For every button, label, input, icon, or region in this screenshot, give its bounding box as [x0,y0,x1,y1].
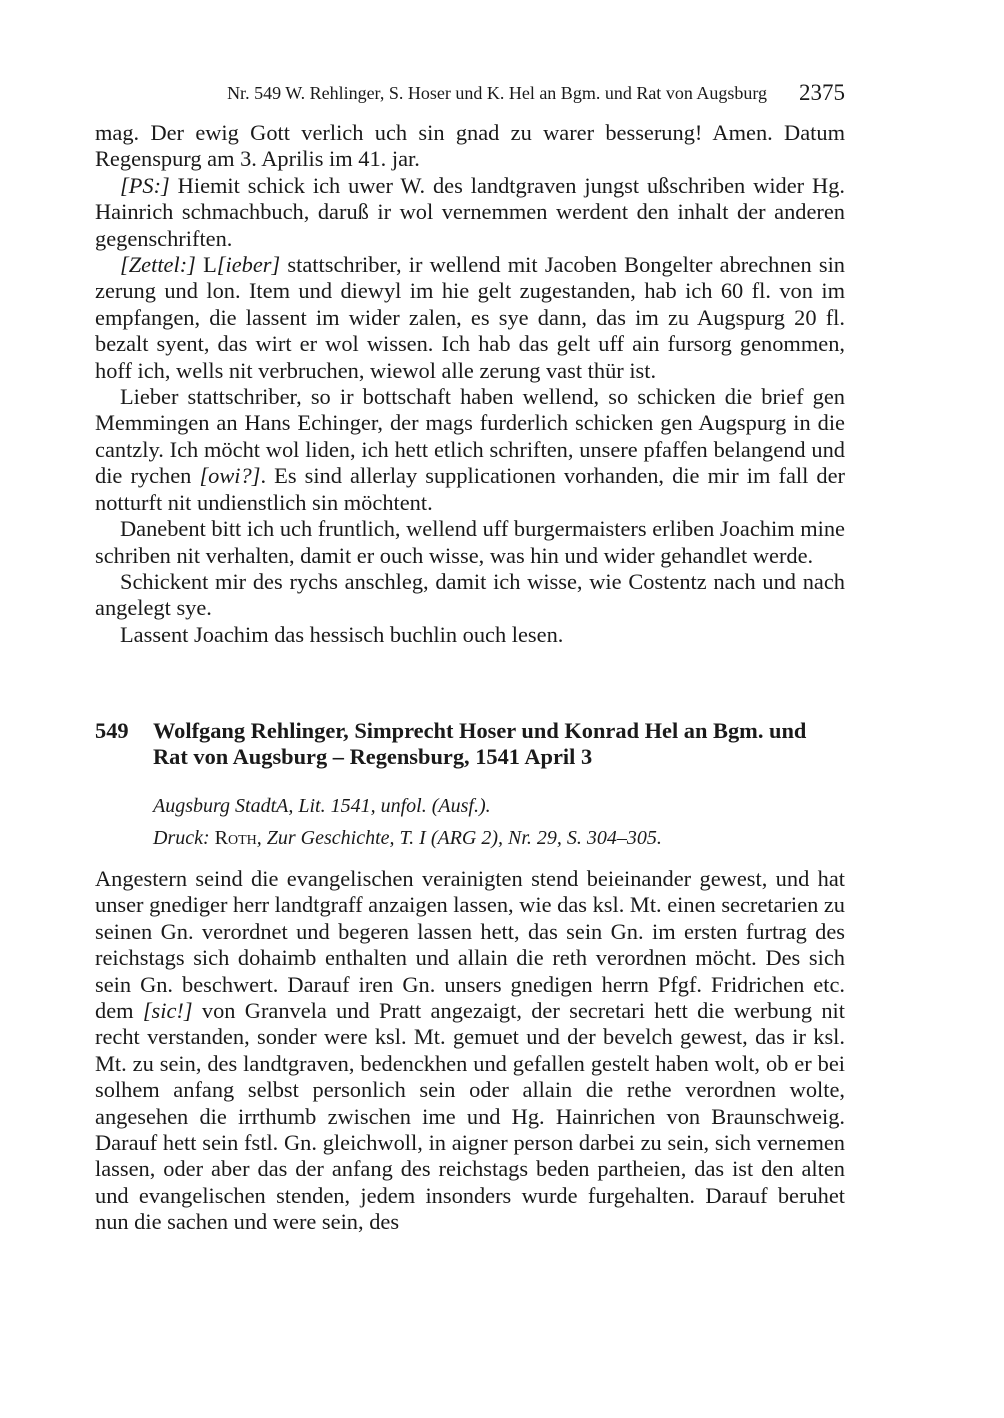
document-heading [95,718,845,771]
body-text-a: Angestern seind die evangelischen verainigten stend beieinander gewest, und hat unser gnediger herr landtgraff anzaigen lassen, wie das ksl. Mt. einen secretarien zu seinen Gn. verordnet und begeren lassen hett, das sein Gn. im ersten furtrag des reichstags sich dohaimb enthalten und allain die reth verordnen möcht. Des sich sein Gn. beschwert. Darauf iren Gn. unsers gnedigen herrn Pfgf. Fridrichen etc. dem [95,866,845,1024]
zettel-expansion: [ieber] [216,252,281,278]
paragraph-bottschaft [95,384,845,516]
document-paragraph [95,866,845,1236]
zettel-initial: L [195,252,217,278]
zettel-text: stattschriber, ir wellend mit Jacoben Bongelter abrechnen sin zerung und lon. Item und diewyl im hie gelt zugestanden, hab ich 60 fl. von im empfangen, die lassent im wider zalen, es sye dann, das im zu Augspurg 20 fl. bezalt syent, das wirt er wol wissen. Ich hab das gelt uff ain fursorg genommen, hoff ich, wells nit verbruchen, wiewol alle zerung vast thür ist. [95,252,845,383]
body-text-b: von Granvela und Pratt angezaigt, der secretari hett die werbung nit recht verstanden, sonder were ksl. Mt. gemuet und der bevelch gewest, das ir ksl. Mt. zu sein, des landtgraven, bedenckhen und gefallen gestelt haben wolt, ob er bei solhem anfang selbst personlich sein oder allain die rethe verordnen wolte, angesehen die irrthumb zwischen ime und Hg. Hainrichen von Braunschweig. Darauf hett sein fstl. Gn. gleichwoll, in aigner person darbei zu sein, sich vernemen lassen, oder aber das der anfang des reichstags beden partheien, das ist den alten und evangelischen stenden, jedem insonders wurde furgehalten. Darauf beruhet nun die sachen und were sein, des [95,998,845,1235]
source-references [153,790,845,854]
document-body [95,866,845,1236]
print-ref: , Zur Geschichte, T. I (ARG 2), Nr. 29, S. 304–305. [256,827,662,849]
page-number: 2375 [799,80,845,105]
paragraph-closing: mag. Der ewig Gott verlich uch sin gnad zu warer besserung! Amen. Datum Regenspurg am 3. Aprilis im 41. jar. [95,120,845,172]
p4-text-a: Lieber stattschriber, so ir bottschaft haben wellend, so schicken die brief gen Memmingen an Hans Echinger, der mags furderlich schicken gen Augspurg in die cantzly. Ich möcht wol liden, ich hett etlich schriften, unsere pfaffen belangend und die rychen [95,384,845,489]
paragraph-buchlin: Lassent Joachim das hessisch buchlin ouch lesen. [120,621,564,647]
p4-text-b: . Es sind allerlay supplicationen vorhanden, die mir im fall der notturft nit undienstlich sin möchtent. [95,463,846,515]
paragraph-anschleg: Schickent mir des rychs anschleg, damit ich wisse, wie Costentz nach und nach angelegt sye. [95,568,845,621]
document-title: Wolfgang Rehlinger, Simprecht Hoser und Konrad Hel an Bgm. und Rat von Augsburg – Regensburg, 1541 April 3 [153,718,807,770]
document-number: 549 [95,718,129,743]
p4-editorial-note: [owi?] [199,463,261,489]
body-editorial-note: [sic!] [142,998,193,1024]
archive-source: Augsburg StadtA, Lit. 1541, unfol. (Ausf.). [153,795,491,817]
paragraph-danebent: Danebent bitt ich uch fruntlich, wellend uff burgermaisters erliben Joachim mine schriben nit verhalten, damit er ouch wisse, was hin und wider gehandlet werde. [95,516,845,568]
print-reference [153,822,845,854]
print-label: Druck: [153,827,210,849]
running-head [95,80,845,110]
print-author: Roth [214,827,257,849]
postscript-text: Hiemit schick ich uwer W. des landtgraven jungst ußschriben wider Hg. Hainrich schmachbuch, daruß ir wol vernemmen werdent den inhalt der anderen gegenschriften. [95,172,845,251]
previous-letter-continuation [95,120,845,648]
paragraph-zettel [95,252,845,384]
paragraph-postscript [95,173,845,252]
postscript-label: [PS:] [120,172,170,198]
running-head-title: Nr. 549 W. Rehlinger, S. Hoser und K. Hel an Bgm. und Rat von Augsburg [227,83,767,103]
zettel-label: [Zettel:] [120,252,196,278]
